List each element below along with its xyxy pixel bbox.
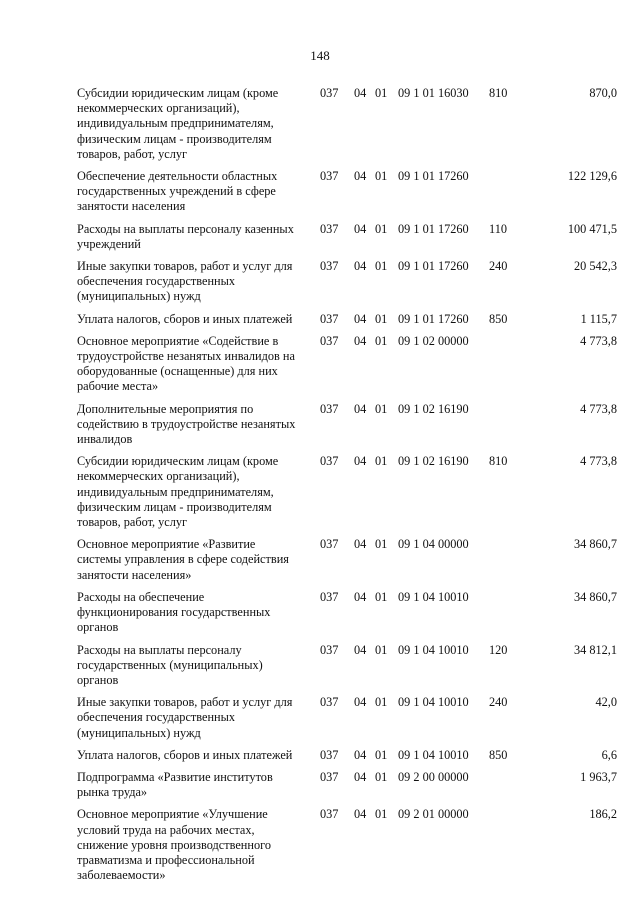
expense-type-code: 810 (489, 86, 508, 100)
amount-value: 4 773,8 (580, 454, 617, 469)
ministry-code: 037 (320, 86, 339, 100)
table-row (77, 259, 617, 305)
row-name: Расходы на обеспечение функционирования государственных органов (77, 589, 271, 635)
subsection-code: 01 (375, 169, 388, 184)
ministry-code: 037 (320, 537, 339, 552)
section-code: 04 (354, 259, 367, 274)
target-article-code: 09 1 01 17260 (398, 169, 469, 184)
amount-value: 1 963,7 (580, 769, 617, 784)
ministry-code: 037 (320, 259, 339, 274)
section-code: 04 (354, 221, 367, 236)
amount-value: 6,6 (601, 747, 617, 762)
target-article-code: 09 1 02 16190 (398, 454, 469, 469)
subsection-code: 01 (375, 589, 388, 604)
target-article-code: 09 1 04 10010 (398, 695, 469, 710)
subsection-code: 01 (375, 401, 388, 416)
table-row (77, 402, 617, 448)
row-name: Иные закупки товаров, работ и услуг для обеспечения государственных (муниципальных) нужд (77, 259, 293, 304)
row-name: Расходы на выплаты персоналу казенных учреждений (77, 221, 294, 251)
section-code: 04 (354, 807, 367, 822)
table-row (77, 86, 617, 162)
section-code: 04 (354, 454, 367, 469)
ministry-code: 037 (320, 221, 339, 236)
section-code: 04 (354, 747, 367, 762)
target-article-code: 09 1 01 16030 (398, 86, 469, 100)
amount-value: 186,2 (589, 807, 617, 822)
subsection-code: 01 (375, 642, 388, 657)
section-code: 04 (354, 642, 367, 657)
row-name: Уплата налогов, сборов и иных платежей (77, 747, 293, 762)
amount-value: 34 812,1 (573, 642, 617, 657)
row-name: Иные закупки товаров, работ и услуг для обеспечения государственных (муниципальных) нужд (77, 695, 293, 740)
amount-value: 34 860,7 (573, 537, 617, 552)
target-article-code: 09 1 04 10010 (398, 642, 469, 657)
table-row (77, 312, 617, 327)
table-row (77, 537, 617, 583)
target-article-code: 09 1 02 00000 (398, 333, 469, 348)
amount-value: 1 115,7 (580, 311, 617, 326)
target-article-code: 09 1 04 00000 (398, 537, 469, 552)
ministry-code: 037 (320, 807, 339, 822)
row-name: Основное мероприятие «Улучшение условий труда на рабочих местах, снижение уровня производственного травматизма и профессиональной заболеваемости» (77, 807, 271, 883)
row-name: Дополнительные мероприятия по содействию в трудоустройстве незанятых инвалидов (77, 401, 296, 447)
ministry-code: 037 (320, 169, 339, 184)
page-number: 148 (310, 48, 330, 63)
subsection-code: 01 (375, 454, 388, 469)
subsection-code: 01 (375, 311, 388, 326)
target-article-code: 09 1 01 17260 (398, 259, 469, 274)
ministry-code: 037 (320, 642, 339, 657)
table-row (77, 334, 617, 395)
ministry-code: 037 (320, 401, 339, 416)
section-code: 04 (354, 401, 367, 416)
row-name: Основное мероприятие «Содействие в трудоустройстве незанятых инвалидов на оборудованные (оснащенные) для них рабочие места» (77, 333, 295, 394)
table-row (77, 222, 617, 252)
row-name: Субсидии юридическим лицам (кроме некоммерческих организаций), индивидуальным предпринимателям, физическим лицам - производителям товаров, работ, услуг (77, 86, 279, 161)
row-name: Субсидии юридическим лицам (кроме некоммерческих организаций), индивидуальным предпринимателям, физическим лицам - производителям товаров, работ, услуг (77, 454, 279, 530)
expense-type-code: 120 (489, 642, 508, 657)
section-code: 04 (354, 169, 367, 184)
section-code: 04 (354, 333, 367, 348)
subsection-code: 01 (375, 769, 388, 784)
table-row (77, 169, 617, 215)
ministry-code: 037 (320, 589, 339, 604)
section-code: 04 (354, 695, 367, 710)
ministry-code: 037 (320, 695, 339, 710)
subsection-code: 01 (375, 259, 388, 274)
ministry-code: 037 (320, 311, 339, 326)
ministry-code: 037 (320, 747, 339, 762)
section-code: 04 (354, 769, 367, 784)
amount-value: 122 129,6 (567, 169, 617, 184)
subsection-code: 01 (375, 537, 388, 552)
section-code: 04 (354, 86, 367, 100)
subsection-code: 01 (375, 333, 388, 348)
row-name: Подпрограмма «Развитие институтов рынка труда» (77, 769, 273, 800)
amount-value: 4 773,8 (580, 333, 617, 348)
row-name: Основное мероприятие «Развитие системы управления в сфере содействия занятости населения» (77, 537, 289, 582)
target-article-code: 09 1 04 10010 (398, 747, 469, 762)
subsection-code: 01 (375, 695, 388, 710)
section-code: 04 (354, 537, 367, 552)
subsection-code: 01 (375, 747, 388, 762)
table-row (77, 807, 617, 883)
amount-value: 870,0 (589, 86, 617, 100)
subsection-code: 01 (375, 221, 388, 236)
table-row (77, 454, 617, 530)
row-name: Уплата налогов, сборов и иных платежей (77, 311, 293, 326)
row-name: Обеспечение деятельности областных государственных учреждений в сфере занятости населения (77, 169, 278, 214)
ministry-code: 037 (320, 333, 339, 348)
target-article-code: 09 2 01 00000 (398, 807, 469, 822)
subsection-code: 01 (375, 86, 388, 100)
table-row (77, 748, 617, 763)
expense-type-code: 240 (489, 259, 508, 274)
amount-value: 100 471,5 (567, 221, 617, 236)
table-row (77, 695, 617, 741)
expense-type-code: 850 (489, 747, 508, 762)
target-article-code: 09 1 04 10010 (398, 589, 469, 604)
amount-value: 42,0 (595, 695, 617, 710)
amount-value: 34 860,7 (573, 589, 617, 604)
table-row (77, 770, 617, 800)
target-article-code: 09 2 00 00000 (398, 769, 469, 784)
target-article-code: 09 1 01 17260 (398, 311, 469, 326)
amount-value: 4 773,8 (580, 401, 617, 416)
expense-type-code: 110 (489, 221, 507, 236)
table-row (77, 590, 617, 636)
table-row (77, 643, 617, 689)
row-name: Расходы на выплаты персоналу государственных (муниципальных) органов (77, 642, 263, 687)
amount-value: 20 542,3 (573, 259, 617, 274)
ministry-code: 037 (320, 454, 339, 469)
expense-type-code: 810 (489, 454, 508, 469)
ministry-code: 037 (320, 769, 339, 784)
section-code: 04 (354, 311, 367, 326)
subsection-code: 01 (375, 807, 388, 822)
expense-type-code: 850 (489, 311, 508, 326)
expense-type-code: 240 (489, 695, 508, 710)
section-code: 04 (354, 589, 367, 604)
budget-table (77, 86, 617, 890)
target-article-code: 09 1 01 17260 (398, 221, 469, 236)
target-article-code: 09 1 02 16190 (398, 401, 469, 416)
